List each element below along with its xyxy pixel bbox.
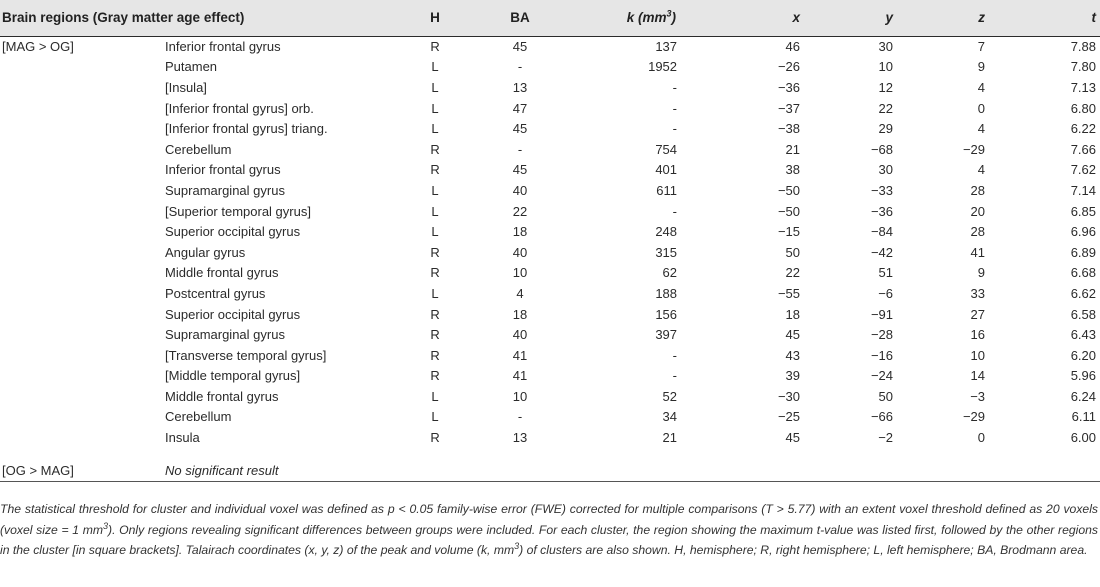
table-row	[0, 366, 1100, 387]
coord-z: −29	[962, 141, 986, 157]
t-value: 6.43	[1070, 327, 1097, 343]
coord-y: −6	[878, 285, 894, 301]
table-row	[0, 57, 1100, 78]
hemisphere: R	[430, 368, 440, 384]
table-row	[0, 118, 1100, 139]
t-value: 6.22	[1070, 121, 1097, 137]
coord-x: −25	[777, 409, 801, 425]
brodmann-area: 45	[512, 121, 528, 137]
footnote-sup-2: 3	[514, 540, 520, 551]
coord-z: 9	[977, 265, 986, 281]
header-y	[805, 0, 905, 36]
coord-z: 7	[977, 39, 986, 55]
coord-y: −68	[870, 141, 894, 157]
coord-y: −66	[870, 409, 894, 425]
region-name: Angular gyrus	[165, 244, 246, 260]
header-k-unit-pre: (mm	[637, 10, 667, 26]
cluster-volume: -	[672, 79, 678, 95]
og-gt-mag-row	[0, 460, 1100, 482]
brodmann-area: 41	[512, 368, 528, 384]
t-value: 6.80	[1070, 100, 1097, 116]
header-k-unit	[638, 10, 676, 25]
coord-z: 20	[970, 203, 986, 219]
brodmann-area: -	[517, 409, 523, 425]
coord-x: 45	[785, 430, 801, 446]
footnote-part-2: ). Only regions revealing significant differences between groups were included. For each cluster, the region showing the maximum t-value was listed first, followed by the other regions in the cluster [in square brackets]. Talairach coordinates (x, y, z) of the peak and volume (k, mm	[0, 522, 1098, 557]
brodmann-area: 18	[512, 224, 528, 240]
group-cell	[0, 324, 165, 345]
table-row	[0, 139, 1100, 160]
brodmann-area: 13	[512, 79, 528, 95]
t-value: 6.20	[1070, 347, 1097, 363]
cluster-volume: -	[672, 368, 678, 384]
brodmann-area: -	[517, 59, 523, 75]
coord-y: 51	[878, 265, 894, 281]
coord-x: 22	[785, 265, 801, 281]
t-value: 7.62	[1070, 162, 1097, 178]
region-name: Middle frontal gyrus	[165, 265, 279, 281]
coord-y: −24	[870, 368, 894, 384]
group-cell	[0, 77, 165, 98]
region-name: Cerebellum	[165, 141, 232, 157]
table-row	[0, 304, 1100, 325]
table-row	[0, 180, 1100, 201]
t-value: 7.13	[1070, 79, 1097, 95]
no-significant-result: No significant result	[165, 460, 405, 482]
hemisphere: L	[431, 285, 439, 301]
coord-y: −33	[870, 182, 894, 198]
cluster-volume: 62	[662, 265, 678, 281]
t-value: 6.62	[1070, 285, 1097, 301]
group-cell	[0, 118, 165, 139]
t-value: 6.11	[1071, 409, 1097, 425]
header-k-symbol: k	[626, 10, 635, 26]
coord-z: 16	[970, 327, 986, 343]
region-name: Inferior frontal gyrus	[165, 162, 281, 178]
coord-z: 0	[977, 430, 986, 446]
header-brain-regions: Brain regions (Gray matter age effect)	[0, 0, 405, 36]
hemisphere: L	[431, 203, 439, 219]
cluster-volume: 1952	[648, 59, 678, 75]
coord-x: 50	[785, 244, 801, 260]
coord-z: 28	[970, 224, 986, 240]
coord-x: 46	[785, 39, 801, 55]
t-value: 6.68	[1070, 265, 1097, 281]
group-cell	[0, 263, 165, 284]
group-cell	[0, 242, 165, 263]
group-cell	[0, 180, 165, 201]
region-name: [Middle temporal gyrus]	[165, 368, 301, 384]
table-row	[0, 201, 1100, 222]
group-cell	[0, 160, 165, 181]
group-cell	[0, 407, 165, 428]
brodmann-area: 10	[512, 265, 528, 281]
group-label-og-gt-mag: [OG > MAG]	[0, 460, 165, 482]
coord-y: −84	[870, 224, 894, 240]
coord-x: 45	[785, 327, 801, 343]
coord-x: −50	[777, 182, 801, 198]
table-row	[0, 36, 1100, 57]
coord-z: 0	[977, 100, 986, 116]
region-name: Middle frontal gyrus	[165, 388, 279, 404]
group-cell	[0, 139, 165, 160]
header-x	[680, 0, 805, 36]
header-y-text: y	[885, 10, 894, 26]
coord-x: −15	[777, 224, 801, 240]
coord-z: 9	[977, 59, 986, 75]
region-name: [Inferior frontal gyrus] orb.	[165, 100, 314, 116]
t-value: 6.89	[1070, 244, 1097, 260]
coord-y: 29	[878, 121, 894, 137]
cluster-volume: 156	[655, 306, 678, 322]
coord-z: −3	[970, 388, 986, 404]
coord-z: 4	[977, 121, 986, 137]
cluster-volume: 21	[662, 430, 678, 446]
cluster-volume: 52	[662, 388, 678, 404]
header-t	[990, 0, 1100, 36]
table-row	[0, 345, 1100, 366]
hemisphere: R	[430, 347, 440, 363]
header-k	[575, 0, 680, 36]
footnote-part-3: ) of clusters are also shown. H, hemisphere; R, right hemisphere; L, left hemisphere; BA, Brodmann area.	[519, 543, 1088, 557]
t-value: 7.88	[1070, 39, 1097, 55]
brodmann-area: 47	[512, 100, 528, 116]
coord-x: −36	[777, 79, 801, 95]
region-name: [Superior temporal gyrus]	[165, 203, 311, 219]
hemisphere: L	[431, 59, 439, 75]
group-cell	[0, 57, 165, 78]
cluster-volume: 248	[655, 224, 678, 240]
region-name: [Insula]	[165, 79, 207, 95]
cluster-volume: -	[672, 203, 678, 219]
table-header	[0, 0, 1100, 36]
group-cell	[0, 366, 165, 387]
cluster-volume: 315	[655, 244, 678, 260]
cluster-volume: 188	[655, 285, 678, 301]
group-cell	[0, 386, 165, 407]
brodmann-area: 13	[512, 430, 528, 446]
coord-y: 22	[878, 100, 894, 116]
coord-x: 39	[785, 368, 801, 384]
t-value: 7.66	[1070, 141, 1097, 157]
header-t-text: t	[1091, 10, 1097, 26]
group-cell	[0, 427, 165, 448]
coord-z: 41	[970, 244, 986, 260]
table-row	[0, 160, 1100, 181]
table-row	[0, 77, 1100, 98]
t-value: 6.85	[1070, 203, 1097, 219]
coord-y: −2	[878, 430, 894, 446]
coord-y: 30	[878, 162, 894, 178]
table-row	[0, 324, 1100, 345]
region-name: Inferior frontal gyrus	[165, 39, 281, 55]
coord-z: 28	[970, 182, 986, 198]
cluster-volume: 137	[655, 39, 678, 55]
brodmann-area: 40	[512, 244, 528, 260]
header-hemisphere: H	[405, 0, 465, 36]
coord-y: −28	[870, 327, 894, 343]
hemisphere: R	[430, 162, 440, 178]
brodmann-area: 18	[512, 306, 528, 322]
table-row	[0, 427, 1100, 448]
region-name: Insula	[165, 430, 200, 446]
coord-y: 12	[878, 79, 894, 95]
cluster-volume: 397	[655, 327, 678, 343]
coord-x: 43	[785, 347, 801, 363]
coord-z: 27	[970, 306, 986, 322]
table-row	[0, 242, 1100, 263]
region-name: Supramarginal gyrus	[165, 182, 285, 198]
brodmann-area: 40	[512, 327, 528, 343]
cluster-volume: 401	[655, 162, 678, 178]
table-row	[0, 283, 1100, 304]
coord-z: 4	[977, 79, 986, 95]
group-cell	[0, 98, 165, 119]
cluster-volume: -	[672, 347, 678, 363]
t-value: 6.00	[1070, 430, 1097, 446]
coord-x: −30	[777, 388, 801, 404]
coord-x: 38	[785, 162, 801, 178]
group-cell	[0, 201, 165, 222]
coord-y: −42	[870, 244, 894, 260]
cluster-volume: -	[672, 121, 678, 137]
group-cell	[0, 345, 165, 366]
region-name: Postcentral gyrus	[165, 285, 266, 301]
hemisphere: R	[430, 306, 440, 322]
group-cell	[0, 283, 165, 304]
coord-x: −55	[777, 285, 801, 301]
coord-y: −36	[870, 203, 894, 219]
t-value: 6.96	[1070, 224, 1097, 240]
t-value: 7.14	[1070, 182, 1097, 198]
coord-x: −38	[777, 121, 801, 137]
coord-z: 33	[970, 285, 986, 301]
region-name: Superior occipital gyrus	[165, 224, 301, 240]
cluster-volume: -	[672, 100, 678, 116]
table-row	[0, 386, 1100, 407]
header-k-unit-sup: 3	[666, 8, 672, 19]
coord-z: 14	[970, 368, 986, 384]
region-name: Supramarginal gyrus	[165, 327, 285, 343]
coord-x: −26	[777, 59, 801, 75]
coord-x: −50	[777, 203, 801, 219]
table-footnote	[0, 499, 1098, 561]
header-z-text: z	[978, 10, 986, 26]
footnote-sup-1: 3	[103, 520, 109, 531]
coord-y: 30	[878, 39, 894, 55]
header-x-text: x	[792, 10, 801, 26]
coord-y: 10	[878, 59, 894, 75]
region-name: Putamen	[165, 59, 218, 75]
region-name: [Inferior frontal gyrus] triang.	[165, 121, 328, 137]
hemisphere: L	[431, 182, 439, 198]
hemisphere: R	[430, 244, 440, 260]
hemisphere: L	[431, 100, 439, 116]
cluster-volume: 754	[655, 141, 678, 157]
table-body	[0, 36, 1100, 482]
table-row	[0, 221, 1100, 242]
brodmann-area: 10	[512, 388, 528, 404]
group-cell	[0, 221, 165, 242]
brodmann-area: 4	[516, 285, 524, 301]
t-value: 5.96	[1070, 368, 1097, 384]
hemisphere: R	[430, 265, 440, 281]
region-name: Cerebellum	[165, 409, 232, 425]
hemisphere: R	[430, 327, 440, 343]
cluster-volume: 611	[656, 182, 678, 198]
hemisphere: L	[431, 121, 439, 137]
hemisphere: R	[430, 39, 440, 55]
hemisphere: L	[431, 388, 439, 404]
brodmann-area: 22	[512, 203, 528, 219]
hemisphere: L	[431, 409, 439, 425]
coord-y: −16	[870, 347, 894, 363]
cluster-volume: 34	[662, 409, 678, 425]
t-value: 6.24	[1070, 388, 1097, 404]
hemisphere: L	[431, 224, 439, 240]
og-spacer-row	[0, 448, 1100, 460]
t-value: 6.58	[1070, 306, 1097, 322]
region-name: [Transverse temporal gyrus]	[165, 347, 327, 363]
coord-z: −29	[962, 409, 986, 425]
footnote-part-1: The statistical threshold for cluster and individual voxel was defined as p < 0.05 family-wise error (FWE) corrected for multiple comparisons (T > 5.77) with an extent voxel threshold defined as 20 voxels (voxel size = 1 mm	[0, 502, 1098, 537]
coord-z: 4	[977, 162, 986, 178]
brodmann-area: 41	[512, 347, 528, 363]
hemisphere: R	[430, 141, 440, 157]
coord-x: 21	[785, 141, 801, 157]
hemisphere: L	[431, 79, 439, 95]
table-row	[0, 407, 1100, 428]
coord-y: −91	[870, 306, 894, 322]
coord-z: 10	[970, 347, 986, 363]
brodmann-area: 45	[512, 39, 528, 55]
header-ba: BA	[465, 0, 575, 36]
brodmann-area: -	[517, 141, 523, 157]
group-cell	[0, 304, 165, 325]
brodmann-area: 45	[512, 162, 528, 178]
coord-x: −37	[777, 100, 801, 116]
hemisphere: R	[430, 430, 440, 446]
group-label-mag-gt-og: [MAG > OG]	[2, 39, 74, 55]
region-name: Superior occipital gyrus	[165, 306, 301, 322]
brodmann-area: 40	[512, 182, 528, 198]
t-value: 7.80	[1070, 59, 1097, 75]
header-k-unit-post: )	[671, 10, 677, 26]
table-row	[0, 263, 1100, 284]
coord-x: 18	[785, 306, 801, 322]
header-z	[905, 0, 990, 36]
table-row	[0, 98, 1100, 119]
coord-y: 50	[878, 388, 894, 404]
